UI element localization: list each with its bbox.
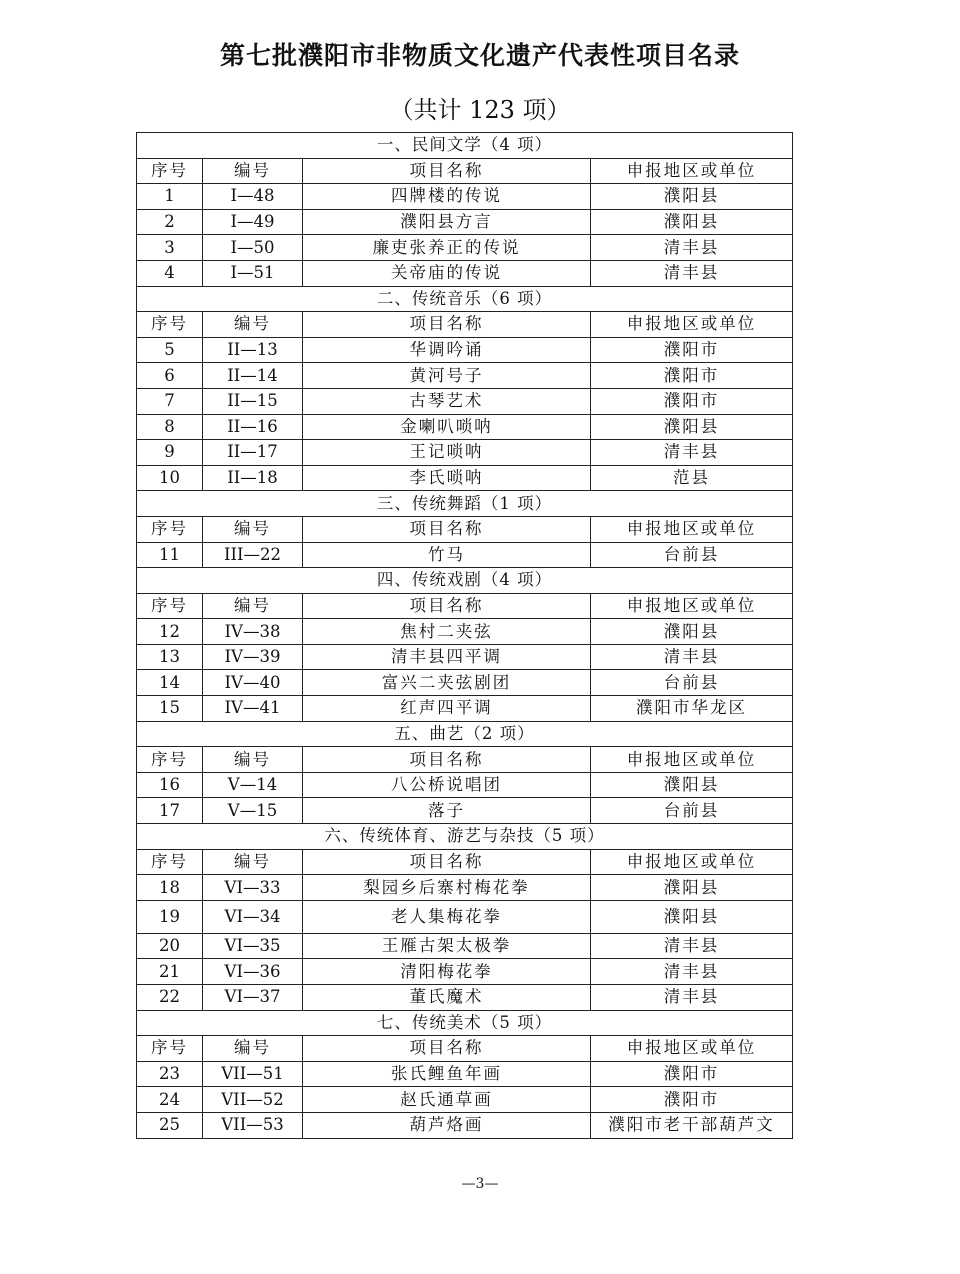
section-heading-row — [137, 824, 793, 850]
cell-project-name: 廉吏张养正的传说 — [303, 235, 591, 261]
table-row — [137, 696, 793, 722]
table-row — [137, 933, 793, 959]
cell-project-name: 古琴艺术 — [303, 388, 591, 414]
cell-region: 濮阳县 — [591, 772, 793, 798]
cell-code: IV—38 — [203, 619, 303, 645]
cell-no: 7 — [137, 388, 203, 414]
table-row — [137, 772, 793, 798]
header-code: 编号 — [203, 593, 303, 619]
table-row — [137, 644, 793, 670]
cell-project-name: 清丰县四平调 — [303, 644, 591, 670]
cell-no: 10 — [137, 465, 203, 491]
table-row — [137, 260, 793, 286]
cell-region: 清丰县 — [591, 959, 793, 985]
cell-region: 清丰县 — [591, 985, 793, 1011]
table-row — [137, 985, 793, 1011]
column-header-row — [137, 312, 793, 338]
cell-code: II—15 — [203, 388, 303, 414]
cell-region: 濮阳县 — [591, 875, 793, 901]
cell-project-name: 赵氏通草画 — [303, 1087, 591, 1113]
header-code: 编号 — [203, 516, 303, 542]
section-heading: 五、曲艺（2 项） — [137, 721, 793, 747]
cell-code: VI—33 — [203, 875, 303, 901]
cell-project-name: 张氏鲤鱼年画 — [303, 1061, 591, 1087]
cell-code: III—22 — [203, 542, 303, 568]
cell-code: VI—34 — [203, 900, 303, 933]
section-heading-row — [137, 491, 793, 517]
header-no: 序号 — [137, 593, 203, 619]
cell-project-name: 金喇叭唢呐 — [303, 414, 591, 440]
cell-project-name: 王记唢呐 — [303, 440, 591, 466]
section-heading: 六、传统体育、游艺与杂技（5 项） — [137, 824, 793, 850]
header-region: 申报地区或单位 — [591, 158, 793, 184]
cell-project-name: 富兴二夹弦剧团 — [303, 670, 591, 696]
table-row — [137, 959, 793, 985]
cell-no: 21 — [137, 959, 203, 985]
cell-no: 12 — [137, 619, 203, 645]
cell-no: 9 — [137, 440, 203, 466]
header-name: 项目名称 — [303, 593, 591, 619]
section-heading-row — [137, 568, 793, 594]
cell-project-name: 红声四平调 — [303, 696, 591, 722]
cell-region: 濮阳市 — [591, 337, 793, 363]
section-heading: 一、民间文学（4 项） — [137, 133, 793, 159]
cell-project-name: 濮阳县方言 — [303, 209, 591, 235]
section-heading-row — [137, 721, 793, 747]
column-header-row — [137, 516, 793, 542]
cell-project-name: 老人集梅花拳 — [303, 900, 591, 933]
cell-project-name: 竹马 — [303, 542, 591, 568]
table-row — [137, 798, 793, 824]
table-row — [137, 465, 793, 491]
cell-project-name: 八公桥说唱团 — [303, 772, 591, 798]
header-no: 序号 — [137, 1036, 203, 1062]
cell-region: 台前县 — [591, 542, 793, 568]
cell-region: 濮阳市 — [591, 363, 793, 389]
section-heading-row — [137, 286, 793, 312]
section-heading: 四、传统戏剧（4 项） — [137, 568, 793, 594]
header-no: 序号 — [137, 158, 203, 184]
cell-project-name: 黄河号子 — [303, 363, 591, 389]
header-code: 编号 — [203, 1036, 303, 1062]
page-number: —3— — [461, 1176, 499, 1192]
cell-region: 清丰县 — [591, 933, 793, 959]
cell-region: 濮阳市老干部葫芦文 — [591, 1112, 793, 1138]
cell-no: 19 — [137, 900, 203, 933]
cell-no: 25 — [137, 1112, 203, 1138]
cell-code: IV—41 — [203, 696, 303, 722]
cell-code: IV—39 — [203, 644, 303, 670]
cell-region: 濮阳县 — [591, 209, 793, 235]
table-row — [137, 337, 793, 363]
cell-no: 23 — [137, 1061, 203, 1087]
header-name: 项目名称 — [303, 747, 591, 773]
header-code: 编号 — [203, 158, 303, 184]
cell-project-name: 董氏魔术 — [303, 985, 591, 1011]
cell-project-name: 华调吟诵 — [303, 337, 591, 363]
header-region: 申报地区或单位 — [591, 849, 793, 875]
cell-region: 濮阳市华龙区 — [591, 696, 793, 722]
cell-project-name: 关帝庙的传说 — [303, 260, 591, 286]
cell-code: I—51 — [203, 260, 303, 286]
cell-region: 台前县 — [591, 798, 793, 824]
header-no: 序号 — [137, 747, 203, 773]
column-header-row — [137, 158, 793, 184]
header-region: 申报地区或单位 — [591, 747, 793, 773]
table-row — [137, 414, 793, 440]
cell-no: 17 — [137, 798, 203, 824]
cell-code: I—50 — [203, 235, 303, 261]
column-header-row — [137, 747, 793, 773]
section-heading-row — [137, 133, 793, 159]
cell-no: 24 — [137, 1087, 203, 1113]
table-row — [137, 900, 793, 933]
cell-project-name: 清阳梅花拳 — [303, 959, 591, 985]
cell-code: II—14 — [203, 363, 303, 389]
header-no: 序号 — [137, 849, 203, 875]
cell-code: I—49 — [203, 209, 303, 235]
section-heading: 七、传统美术（5 项） — [137, 1010, 793, 1036]
cell-project-name: 李氏唢呐 — [303, 465, 591, 491]
cell-code: V—14 — [203, 772, 303, 798]
header-region: 申报地区或单位 — [591, 312, 793, 338]
cell-no: 18 — [137, 875, 203, 901]
cell-no: 4 — [137, 260, 203, 286]
cell-project-name: 落子 — [303, 798, 591, 824]
cell-project-name: 焦村二夹弦 — [303, 619, 591, 645]
cell-region: 濮阳市 — [591, 1087, 793, 1113]
table-row — [137, 875, 793, 901]
header-region: 申报地区或单位 — [591, 593, 793, 619]
table-row — [137, 440, 793, 466]
cell-no: 14 — [137, 670, 203, 696]
cell-code: VII—52 — [203, 1087, 303, 1113]
table-row — [137, 670, 793, 696]
column-header-row — [137, 849, 793, 875]
cell-code: VI—36 — [203, 959, 303, 985]
cell-project-name: 四牌楼的传说 — [303, 184, 591, 210]
table-row — [137, 388, 793, 414]
cell-no: 11 — [137, 542, 203, 568]
cell-region: 清丰县 — [591, 235, 793, 261]
cell-code: VII—51 — [203, 1061, 303, 1087]
cell-code: II—13 — [203, 337, 303, 363]
table-row — [137, 1061, 793, 1087]
table-row — [137, 542, 793, 568]
cell-region: 台前县 — [591, 670, 793, 696]
header-no: 序号 — [137, 312, 203, 338]
table-row — [137, 235, 793, 261]
cell-no: 2 — [137, 209, 203, 235]
cell-region: 濮阳市 — [591, 1061, 793, 1087]
header-name: 项目名称 — [303, 516, 591, 542]
cell-code: II—17 — [203, 440, 303, 466]
cell-no: 13 — [137, 644, 203, 670]
cell-code: VI—35 — [203, 933, 303, 959]
header-name: 项目名称 — [303, 158, 591, 184]
cell-region: 濮阳县 — [591, 184, 793, 210]
cell-region: 濮阳县 — [591, 414, 793, 440]
cell-no: 20 — [137, 933, 203, 959]
cell-no: 5 — [137, 337, 203, 363]
cell-no: 1 — [137, 184, 203, 210]
table-row — [137, 619, 793, 645]
cell-code: II—16 — [203, 414, 303, 440]
cell-project-name: 梨园乡后寨村梅花拳 — [303, 875, 591, 901]
table-row — [137, 209, 793, 235]
header-no: 序号 — [137, 516, 203, 542]
column-header-row — [137, 1036, 793, 1062]
header-code: 编号 — [203, 312, 303, 338]
cell-code: II—18 — [203, 465, 303, 491]
cell-code: VII—53 — [203, 1112, 303, 1138]
cell-no: 15 — [137, 696, 203, 722]
cell-no: 3 — [137, 235, 203, 261]
header-region: 申报地区或单位 — [591, 1036, 793, 1062]
header-region: 申报地区或单位 — [591, 516, 793, 542]
column-header-row — [137, 593, 793, 619]
table-row — [137, 1087, 793, 1113]
cell-region: 濮阳县 — [591, 619, 793, 645]
cell-no: 6 — [137, 363, 203, 389]
header-code: 编号 — [203, 747, 303, 773]
cell-region: 范县 — [591, 465, 793, 491]
cell-code: VI—37 — [203, 985, 303, 1011]
cell-region: 清丰县 — [591, 440, 793, 466]
section-heading-row — [137, 1010, 793, 1036]
cell-region: 濮阳县 — [591, 900, 793, 933]
document-subtitle: （共计 123 项） — [389, 96, 571, 124]
table-row — [137, 363, 793, 389]
cell-project-name: 王雁古架太极拳 — [303, 933, 591, 959]
cell-region: 清丰县 — [591, 260, 793, 286]
header-code: 编号 — [203, 849, 303, 875]
cell-no: 8 — [137, 414, 203, 440]
cell-project-name: 葫芦烙画 — [303, 1112, 591, 1138]
cell-code: V—15 — [203, 798, 303, 824]
cell-code: I—48 — [203, 184, 303, 210]
section-heading: 二、传统音乐（6 项） — [137, 286, 793, 312]
header-name: 项目名称 — [303, 1036, 591, 1062]
cell-code: IV—40 — [203, 670, 303, 696]
heritage-list-table — [136, 132, 793, 1139]
table-row — [137, 1112, 793, 1138]
cell-no: 16 — [137, 772, 203, 798]
section-heading: 三、传统舞蹈（1 项） — [137, 491, 793, 517]
table-row — [137, 184, 793, 210]
cell-no: 22 — [137, 985, 203, 1011]
cell-region: 清丰县 — [591, 644, 793, 670]
header-name: 项目名称 — [303, 849, 591, 875]
cell-region: 濮阳市 — [591, 388, 793, 414]
header-name: 项目名称 — [303, 312, 591, 338]
table-body — [137, 133, 793, 1139]
document-title: 第七批濮阳市非物质文化遗产代表性项目名录 — [219, 41, 740, 70]
